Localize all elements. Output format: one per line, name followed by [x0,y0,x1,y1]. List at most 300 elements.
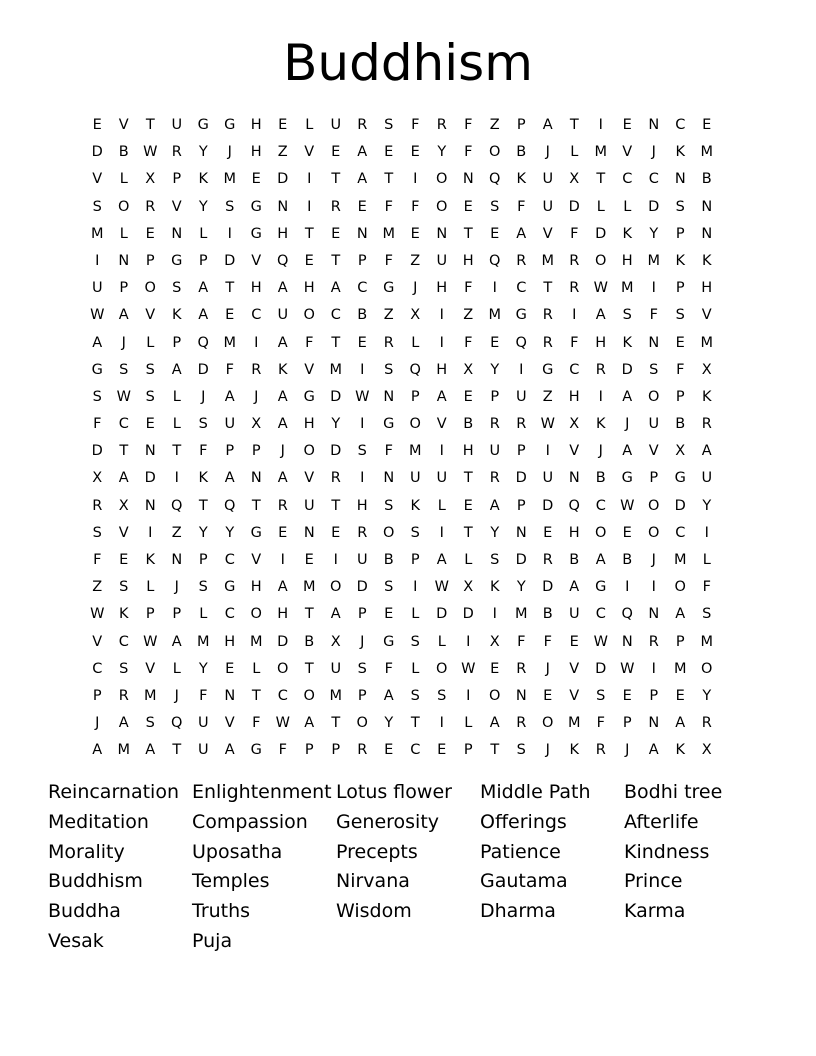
grid-letter: R [648,633,659,650]
grid-letter: L [199,606,208,623]
grid-letter: N [674,171,686,188]
grid-letter: H [250,117,262,133]
grid-letter: N [144,443,156,460]
grid-letter: E [384,606,394,623]
word-list-item: Buddhism [48,870,143,893]
grid-letter: F [411,117,420,133]
grid-letter: S [92,388,102,405]
grid-letter: A [516,225,527,242]
grid-letter: W [143,144,158,161]
grid-letter: R [357,742,368,759]
grid-letter: I [360,361,365,378]
grid-letter: T [304,660,314,677]
grid-letter: F [384,198,393,215]
grid-letter: D [224,252,236,269]
grid-letter: E [675,334,685,351]
grid-letter: C [357,280,368,297]
grid-letter: I [254,334,259,351]
grid-letter: N [701,225,713,242]
grid-letter: F [199,687,208,704]
grid-letter: D [277,633,289,650]
grid-letter: S [596,687,606,704]
grid-letter: A [145,742,156,759]
grid-letter: D [595,225,607,242]
grid-letter: M [488,307,501,324]
grid-letter: V [304,470,315,487]
grid-letter: W [593,280,608,297]
grid-letter: P [675,633,685,650]
grid-letter: O [595,524,607,541]
grid-letter: C [224,606,235,623]
grid-letter: L [570,144,579,161]
grid-letter: D [197,361,209,378]
grid-letter: G [224,117,236,133]
grid-letter: O [144,280,156,297]
grid-letter: L [119,225,128,242]
grid-letter: G [542,361,554,378]
grid-letter: A [569,579,580,596]
grid-letter: O [595,252,607,269]
grid-letter: I [307,171,312,188]
grid-letter: W [434,579,449,596]
grid-letter: F [411,198,420,215]
grid-letter: S [437,687,447,704]
grid-letter: V [92,633,103,650]
grid-letter: I [651,660,656,677]
grid-letter: O [436,198,448,215]
grid-letter: H [303,280,315,297]
grid-letter: K [198,171,208,188]
grid-letter: N [250,470,262,487]
grid-letter: R [357,524,368,541]
grid-letter: B [622,552,633,568]
grid-letter: A [171,361,182,378]
grid-letter: R [569,252,580,269]
grid-letter: U [409,470,421,487]
grid-letter: H [277,606,289,623]
grid-letter: O [674,579,686,596]
grid-letter: T [251,687,261,704]
grid-letter: R [330,198,341,215]
grid-letter: Z [410,252,421,269]
grid-letter: I [439,524,444,541]
grid-letter: C [675,117,686,133]
word-list-item: Bodhi tree [624,781,723,803]
grid-letter: E [278,524,288,541]
grid-letter: K [277,361,288,378]
grid-letter: J [625,742,630,759]
grid-letter: B [383,552,394,568]
grid-letter: E [225,307,235,324]
grid-letter: E [622,117,632,133]
grid-letter: M [673,660,687,677]
grid-letter: V [701,307,712,324]
grid-letter: I [572,307,577,324]
grid-letter: E [463,497,473,514]
grid-letter: Y [331,416,341,433]
grid-letter: J [254,388,259,405]
grid-letter: Y [702,497,712,514]
grid-letter: O [118,198,130,215]
grid-letter: U [436,470,448,487]
grid-letter: A [357,171,368,188]
grid-letter: F [93,552,102,568]
grid-letter: L [623,198,632,215]
grid-letter: O [542,715,554,732]
grid-letter: J [413,280,418,297]
grid-letter: A [224,470,235,487]
grid-letter: N [383,388,395,405]
grid-letter: O [277,660,289,677]
grid-letter: N [144,497,156,514]
grid-letter: E [145,225,155,242]
word-list-item: Buddha [48,900,121,923]
grid-letter: T [331,715,341,732]
grid-letter: O [356,715,368,732]
grid-letter: P [516,497,526,514]
grid-letter: Z [463,307,474,324]
grid-letter: Q [621,606,633,623]
grid-letter: A [92,334,103,351]
grid-letter: F [570,225,579,242]
grid-letter: Y [198,144,208,161]
word-list-item: Truths [192,900,251,923]
grid-letter: R [595,361,606,378]
grid-letter: A [277,470,288,487]
grid-letter: O [701,660,713,677]
grid-letter: M [196,633,210,650]
grid-letter: X [251,416,262,433]
grid-letter: S [172,280,182,297]
grid-letter: S [119,361,129,378]
grid-letter: C [595,497,606,514]
grid-letter: X [463,361,474,378]
grid-letter: M [647,252,660,269]
grid-letter: J [360,633,365,650]
grid-letter: L [464,552,473,568]
grid-letter: K [569,742,579,759]
grid-letter: U [171,117,183,133]
grid-letter: V [569,660,580,677]
grid-letter: P [622,715,632,732]
grid-letter: M [329,361,342,378]
grid-letter: A [648,742,659,759]
grid-letter: T [490,742,500,759]
grid-letter: T [331,171,341,188]
grid-letter: X [701,742,712,759]
grid-letter: W [90,606,105,623]
word-list [48,778,768,957]
grid-letter: P [172,334,182,351]
grid-letter: N [701,198,713,215]
grid-letter: E [331,524,341,541]
grid-letter: B [118,144,129,161]
grid-letter: P [675,280,685,297]
word-list-item: Temples [192,870,270,893]
grid-letter: R [516,660,527,677]
grid-letter: P [463,742,473,759]
grid-letter: J [280,443,285,460]
grid-letter: A [118,715,129,732]
grid-letter: Z [542,388,553,405]
grid-letter: E [569,633,579,650]
grid-letter: H [462,443,474,460]
grid-letter: S [622,307,632,324]
grid-letter: I [333,552,338,568]
grid-letter: R [516,416,527,433]
grid-letter: M [117,742,130,759]
grid-letter: E [331,144,341,161]
grid-letter: K [171,307,182,324]
grid-letter: H [462,252,474,269]
grid-letter: T [569,117,579,133]
grid-letter: S [198,579,208,596]
word-list-item: Morality [48,840,125,863]
grid-letter: K [701,388,712,405]
grid-letter: G [197,117,209,133]
grid-letter: N [621,633,633,650]
grid-letter: X [330,633,341,650]
grid-letter: N [118,252,130,269]
grid-letter: R [701,416,712,433]
grid-letter: G [224,579,236,596]
word-list-item: Nirvana [336,870,410,893]
grid-letter: F [676,361,685,378]
grid-letter: I [174,470,179,487]
grid-letter: F [305,334,314,351]
grid-letter: Q [171,497,183,514]
grid-letter: H [621,252,633,269]
letter-grid [84,112,720,765]
grid-letter: R [357,117,368,133]
grid-letter: A [701,443,712,460]
grid-letter: L [172,388,181,405]
grid-letter: O [648,524,660,541]
grid-letter: I [625,579,630,596]
grid-letter: A [489,497,500,514]
grid-letter: D [542,497,554,514]
grid-letter: I [651,280,656,297]
grid-letter: Q [409,361,421,378]
grid-letter: R [277,497,288,514]
grid-letter: N [648,117,660,133]
grid-letter: H [250,579,262,596]
grid-letter: J [651,552,656,568]
grid-letter: T [172,742,182,759]
grid-letter: S [675,307,685,324]
grid-letter: M [223,171,236,188]
grid-letter: X [489,633,500,650]
grid-letter: K [675,252,685,269]
grid-letter: F [464,280,473,297]
grid-letter: W [90,307,105,324]
grid-letter: W [116,388,131,405]
grid-letter: D [515,470,527,487]
grid-letter: J [598,443,603,460]
grid-letter: T [331,497,341,514]
grid-letter: A [383,687,394,704]
grid-letter: S [702,606,712,623]
word-list-item: Patience [480,840,561,863]
grid-letter: J [174,579,179,596]
word-list-item: Middle Path [480,781,591,803]
grid-letter: C [330,307,341,324]
grid-letter: O [303,687,315,704]
grid-letter: G [303,388,315,405]
grid-letter: P [92,687,102,704]
grid-letter: T [410,715,420,732]
grid-letter: B [675,416,686,433]
grid-letter: D [91,443,103,460]
grid-letter: A [198,307,209,324]
grid-letter: L [199,225,208,242]
grid-letter: O [383,524,395,541]
grid-letter: E [490,334,500,351]
grid-letter: T [463,524,473,541]
grid-letter: M [700,633,713,650]
grid-letter: L [146,334,155,351]
grid-letter: R [436,117,447,133]
grid-letter: T [331,334,341,351]
grid-letter: C [675,524,686,541]
grid-letter: Q [489,171,501,188]
grid-letter: U [542,171,554,188]
grid-letter: P [119,280,129,297]
grid-letter: A [277,334,288,351]
grid-letter: P [357,687,367,704]
page-title: Buddhism [283,34,533,92]
grid-letter: D [515,552,527,568]
grid-letter: R [171,144,182,161]
grid-letter: E [304,252,314,269]
grid-letter: S [92,524,102,541]
grid-letter: A [675,606,686,623]
grid-letter: B [569,552,580,568]
grid-letter: O [303,443,315,460]
grid-letter: A [330,280,341,297]
grid-letter: G [595,579,607,596]
grid-letter: F [596,715,605,732]
grid-letter: T [198,497,208,514]
grid-letter: I [439,307,444,324]
grid-letter: C [118,633,129,650]
grid-letter: V [171,198,182,215]
grid-letter: K [516,171,526,188]
grid-letter: Y [198,660,208,677]
grid-letter: I [545,443,550,460]
word-list-item: Afterlife [624,810,699,833]
grid-letter: I [598,388,603,405]
grid-letter: M [408,443,422,460]
grid-letter: T [463,470,473,487]
grid-letter: H [701,280,713,297]
word-list-item: Offerings [480,810,567,833]
grid-letter: P [357,606,367,623]
grid-letter: K [489,579,500,596]
grid-letter: M [382,225,395,242]
grid-letter: S [145,388,155,405]
grid-letter: W [355,388,370,405]
grid-letter: P [331,742,341,759]
grid-letter: I [466,633,471,650]
grid-letter: I [148,524,153,541]
grid-letter: C [277,687,288,704]
grid-letter: S [92,198,102,215]
grid-letter: U [568,606,580,623]
grid-letter: S [675,198,685,215]
grid-letter: E [384,144,394,161]
grid-letter: P [649,687,659,704]
grid-letter: M [700,334,713,351]
grid-letter: T [596,171,606,188]
grid-letter: D [91,144,103,161]
grid-letter: T [145,117,155,133]
grid-letter: U [330,117,342,133]
grid-letter: V [304,144,315,161]
grid-letter: M [90,225,104,242]
grid-letter: X [92,470,103,487]
grid-letter: N [515,524,527,541]
grid-letter: E [463,198,473,215]
grid-letter: B [542,606,553,623]
grid-letter: V [118,524,129,541]
word-list-item: Puja [192,929,233,952]
grid-letter: A [304,715,315,732]
grid-letter: W [620,660,635,677]
grid-letter: R [542,552,553,568]
grid-letter: X [675,443,686,460]
grid-letter: X [410,307,421,324]
grid-letter: W [275,715,290,732]
grid-letter: D [648,198,660,215]
grid-letter: I [95,252,100,269]
grid-letter: V [118,117,129,133]
grid-letter: P [410,388,420,405]
grid-letter: G [383,416,395,433]
grid-letter: D [436,606,448,623]
grid-letter: S [410,687,420,704]
grid-letter: F [252,715,261,732]
grid-letter: O [648,497,660,514]
grid-letter: K [595,416,606,433]
grid-letter: F [517,633,526,650]
grid-letter: T [384,171,394,188]
grid-letter: U [542,470,554,487]
grid-letter: M [223,334,236,351]
grid-letter: F [517,198,526,215]
grid-letter: G [383,280,395,297]
grid-letter: F [702,579,711,596]
grid-letter: S [225,198,235,215]
grid-letter: X [463,579,474,596]
grid-letter: G [250,742,262,759]
word-list-item: Generosity [336,810,440,833]
grid-letter: D [674,497,686,514]
grid-letter: R [701,715,712,732]
grid-letter: V [145,307,156,324]
grid-letter: V [224,715,235,732]
grid-letter: S [198,416,208,433]
grid-letter: M [700,144,713,161]
grid-letter: G [250,198,262,215]
grid-letter: U [436,252,448,269]
grid-letter: Y [198,198,208,215]
grid-letter: S [119,660,129,677]
grid-letter: I [413,171,418,188]
grid-letter: C [118,416,129,433]
grid-letter: Z [92,579,103,596]
grid-letter: Q [568,497,580,514]
